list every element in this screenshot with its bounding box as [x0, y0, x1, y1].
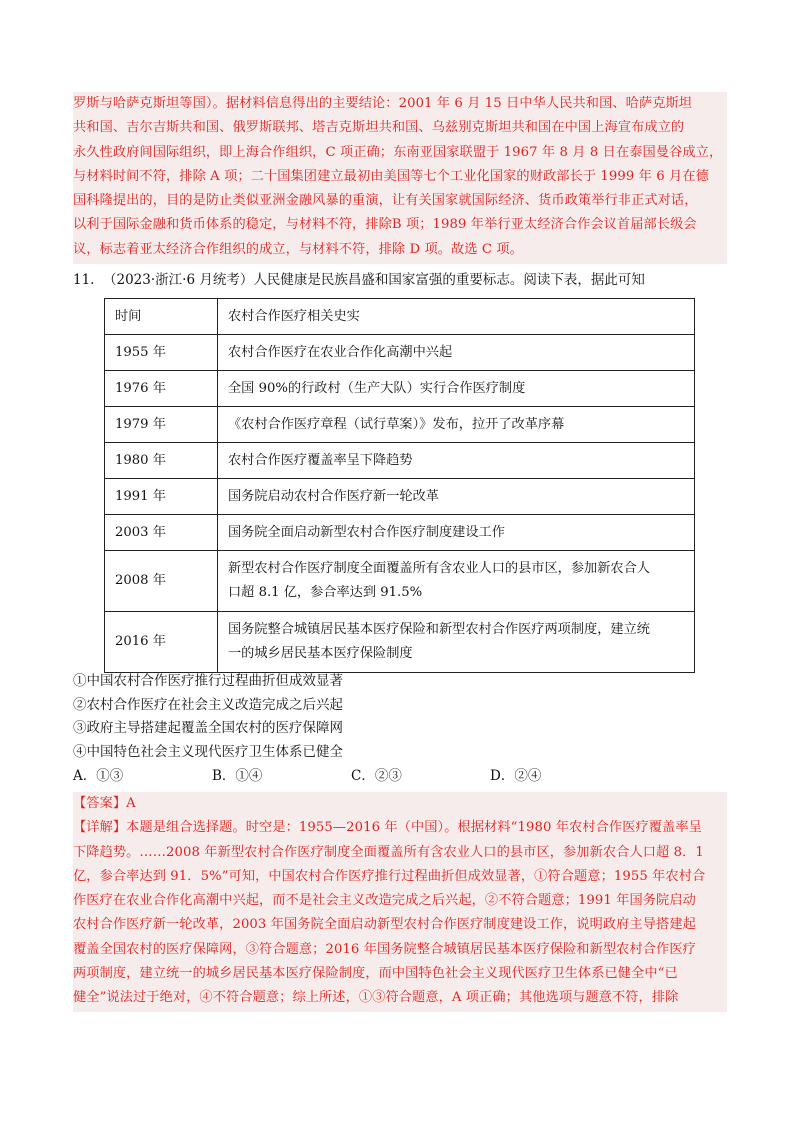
- statement-item: ④中国特色社会主义现代医疗卫生体系已健全: [73, 744, 343, 761]
- explanation-line: 农村合作医疗新一轮改革，2003 年国务院全面启动新型农村合作医疗制度建设工作，说明政府主导搭建起: [73, 917, 696, 933]
- header-cell-facts: 农村合作医疗相关史实: [218, 299, 695, 335]
- prev-explanation-line: 以利于国际金融和货币体系的稳定，与材料不符，排除B 项；1989 年举行亚太经济合作会议首届部长级会: [73, 217, 697, 233]
- fact-line: 一的城乡居民基本医疗保险制度: [228, 646, 413, 661]
- statement-item: ②农村合作医疗在社会主义改造完成之后兴起: [73, 696, 343, 713]
- question-number: 11.: [73, 272, 95, 288]
- choice-d: D．②④: [490, 768, 542, 784]
- fact-cell: [218, 407, 695, 443]
- fact-line: 农村合作医疗在农业合作化高潮中兴起: [228, 344, 453, 360]
- fact-cell: [218, 443, 695, 479]
- choice-a: A．①③: [73, 768, 124, 784]
- fact-cell: [218, 612, 695, 673]
- year-cell: 2003 年: [105, 515, 218, 551]
- explanation-line: [73, 816, 727, 840]
- explanation-text: 本题是组合选择题。时空是：1955—2016 年（中国）。根据材料“1980 年农村合作医疗覆盖率呈: [126, 820, 702, 836]
- table-row: [105, 479, 695, 515]
- year-cell: 1979 年: [105, 407, 218, 443]
- fact-line: 国务院全面启动新型农村合作医疗制度建设工作: [228, 524, 505, 540]
- table-row: [105, 407, 695, 443]
- year-cell: 1976 年: [105, 371, 218, 407]
- fact-line: 《农村合作医疗章程（试行草案）》发布，拉开了改革序幕: [228, 416, 565, 432]
- fact-line: 农村合作医疗覆盖率呈下降趋势: [228, 452, 413, 468]
- year-cell: 2008 年: [105, 551, 218, 612]
- choice-c: C．②③: [351, 768, 402, 784]
- prev-explanation-line: 共和国、吉尔吉斯共和国、俄罗斯联邦、塔吉克斯坦共和国、乌兹别克斯坦共和国在中国上海宣布成立的: [73, 120, 685, 136]
- fact-line: 新型农村合作医疗制度全面覆盖所有含农业人口的县市区，参加新农合人: [228, 561, 650, 576]
- previous-explanation: [73, 92, 727, 264]
- prev-explanation-line: 国科隆提出的，目的是防止类似亚洲金融风暴的重演，让有关国家就国际经济、货币政策举行非正式对话，: [73, 193, 698, 209]
- explanation-line: 下降趋势。……2008 年新型农村合作医疗制度全面覆盖所有含农业人口的县市区，参加新农合人口超 8．1: [73, 844, 704, 860]
- question-text: （2023·浙江·6 月统考）人民健康是民族昌盛和国家富强的重要标志。阅读下表，据此可知: [103, 272, 645, 288]
- table-row: [105, 335, 695, 371]
- year-cell: 1991 年: [105, 479, 218, 515]
- answer-value: A: [126, 796, 136, 811]
- fact-line: 全国 90%的行政村（生产大队）实行合作医疗制度: [228, 380, 526, 396]
- prev-explanation-line: 与材料时间不符，排除 A 项；二十国集团建立最初由美国等七个工业化国家的财政部长于 1999 年 6 月在德: [73, 168, 709, 184]
- question-stem: [73, 270, 645, 290]
- fact-line: 国务院启动农村合作医疗新一轮改革: [228, 488, 439, 504]
- fact-cell: [218, 335, 695, 371]
- table-row: [105, 515, 695, 551]
- fact-cell: [218, 371, 695, 407]
- statement-list: [73, 670, 343, 765]
- fact-cell: [218, 479, 695, 515]
- fact-line: 口超 8.1 亿，参合率达到 91.5%: [228, 585, 423, 600]
- table-row: [105, 371, 695, 407]
- choice-b: B．①④: [212, 768, 263, 784]
- prev-explanation-line: 永久性政府间国际组织，即上海合作组织，C 项正确；东南亚国家联盟于 1967 年 8 月 8 日在泰国曼谷成立，: [73, 144, 723, 160]
- fact-cell: [218, 551, 695, 612]
- answer-explanation: [73, 792, 727, 1012]
- year-cell: 1980 年: [105, 443, 218, 479]
- answer-line: [73, 792, 727, 816]
- choice-list: [73, 765, 629, 789]
- explanation-line: 作医疗在农业合作化高潮中兴起，而不是社会主义改造完成之后兴起，②不符合题意；1991 年国务院启动: [73, 893, 696, 909]
- table-row: [105, 443, 695, 479]
- statement-item: ①中国农村合作医疗推行过程曲折但成效显著: [73, 673, 343, 689]
- header-cell-time: 时间: [105, 299, 218, 335]
- year-cell: 1955 年: [105, 335, 218, 371]
- explanation-line: 覆盖全国农村的医疗保障网，③符合题意；2016 年国务院整合城镇居民基本医疗保险和新型农村合作医疗: [73, 941, 696, 957]
- prev-explanation-line: 罗斯与哈萨克斯坦等国）。据材料信息得出的主要结论：2001 年 6 月 15 日中华人民共和国、哈萨克斯坦: [73, 96, 693, 111]
- explanation-line: 两项制度，建立统一的城乡居民基本医疗保险制度，而中国特色社会主义现代医疗卫生体系已健全中“已: [73, 966, 678, 982]
- table-row: [105, 612, 695, 673]
- answer-tag: 【答案】: [73, 796, 127, 811]
- statement-item: ③政府主导搭建起覆盖全国农村的医疗保障网: [73, 720, 343, 737]
- prev-explanation-line: 议，标志着亚太经济合作组织的成立，与材料不符，排除 D 项。故选 C 项。: [73, 241, 523, 257]
- explanation-tag: 【详解】: [73, 820, 127, 836]
- year-cell: 2016 年: [105, 612, 218, 673]
- explanation-line: 健全”说法过于绝对，④不符合题意；综上所述，①③符合题意，A 项正确；其他选项与题意不符，排除: [73, 990, 679, 1006]
- history-table: [104, 298, 695, 673]
- fact-cell: [218, 515, 695, 551]
- table-row: [105, 551, 695, 612]
- explanation-line: 亿，参合率达到 91．5%”可知，中国农村合作医疗推行过程曲折但成效显著，①符合题意；1955 年农村合: [73, 868, 706, 884]
- fact-line: 国务院整合城镇居民基本医疗保险和新型农村合作医疗两项制度，建立统: [228, 622, 650, 637]
- table-header-row: [105, 299, 695, 335]
